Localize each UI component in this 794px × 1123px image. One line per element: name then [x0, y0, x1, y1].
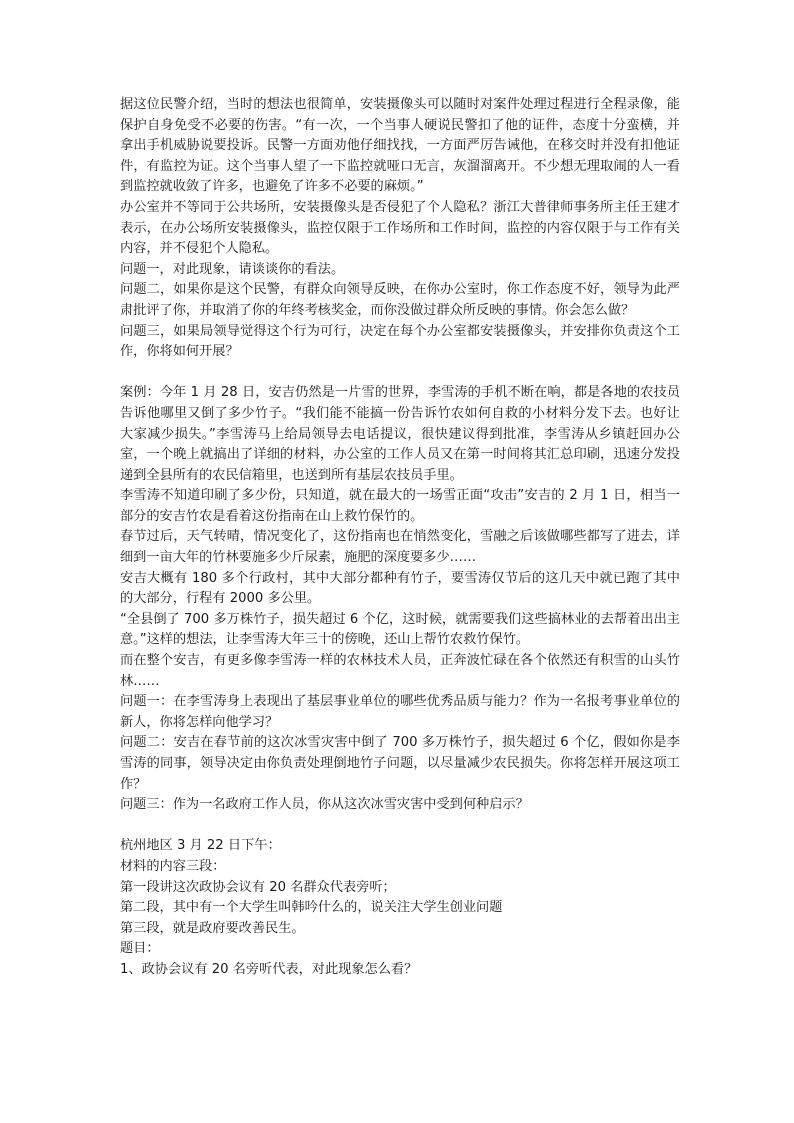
paragraph: 李雪涛不知道印刷了多少份，只知道，就在最大的一场雪正面“攻击”安吉的 2 月 1 日，相当一部分的安吉竹农是看着这份指南在山上救竹保竹的。	[120, 488, 680, 524]
paragraph: 第三段，就是政府要改善民生。	[120, 920, 305, 936]
paragraph: 材料的内容三段：	[120, 858, 226, 874]
section-spacer	[120, 363, 680, 384]
question-1: 问题一：在李雪涛身上表现出了基层事业单位的哪些优秀品质与能力？作为一名报考事业单位的新人，你将怎样向他学习？	[120, 694, 680, 730]
paragraph: 春节过后，天气转晴，情况变化了，这份指南也在悄然变化，雪融之后该做哪些都写了进去，详细到一亩大年的竹林要施多少斤尿素，施肥的深度要多少……	[120, 529, 680, 566]
section-anji-bamboo-case	[120, 383, 680, 815]
section-spacer	[120, 816, 680, 837]
document-page	[120, 95, 680, 981]
paragraph: 而在整个安吉，有更多像李雪涛一样的农林技术人员，正奔波忙碌在各个依然还有积雪的山头竹林……	[120, 653, 680, 689]
paragraph: 第一段讲这次政协会议有 20 名群众代表旁听；	[120, 879, 396, 895]
paragraph: “全县倒了 700 多万株竹子，损失超过 6 个亿，这时候，就需要我们这些搞林业的去帮着出出主意。”这样的想法，让李雪涛大年三十的傍晚，还山上帮竹农救竹保竹。	[120, 611, 680, 648]
paragraph: 据这位民警介绍，当时的想法也很简单，安装摄像头可以随时对案件处理过程进行全程录像，能保护自身免受不必要的伤害。“有一次，一个当事人硬说民警扣了他的证件，态度十分蛮横，并拿出手机威胁说要投诉。民警一方面劝他仔细找找，一方面严厉告诫他，在移交时并没有扣他证件，有监控为证。这个当事人望了一下监控就哑口无言，灰溜溜离开。不少想无理取闹的人一看到监控就收敛了许多，也避免了许多不必要的麻烦。”	[120, 97, 680, 195]
question-1: 1、政协会议有 20 名旁听代表，对此现象怎么看？	[120, 961, 418, 977]
question-1: 问题一，对此现象，请谈谈你的看法。	[120, 261, 345, 277]
questions-label: 题目：	[120, 941, 160, 957]
question-3: 问题三：作为一名政府工作人员，你从这次冰雪灾害中受到何种启示？	[120, 797, 529, 813]
question-3: 问题三，如果局领导觉得这个行为可行，决定在每个办公室都安装摄像头，并安排你负责这个工作，你将如何开展？	[120, 323, 680, 360]
section-hangzhou-exam	[120, 836, 680, 980]
question-2: 问题二，如果你是这个民警，有群众向领导反映，在你办公室时，你工作态度不好，领导为此严肃批评了你，并取消了你的年终考核奖金，而你没做过群众所反映的事情。你会怎么做？	[120, 282, 680, 318]
paragraph: 案例：今年 1 月 28 日，安吉仍然是一片雪的世界，李雪涛的手机不断在响，都是各地的农技员告诉他哪里又倒了多少竹子。“我们能不能搞一份告诉竹农如何自救的小材料分发下去。也好让大家减少损失。”李雪涛马上给局领导去电话提议，很快建议得到批准，李雪涛从乡镇赶回办公室，一个晚上就搞出了详细的材料，办公室的工作人员又在第一时间将其汇总印刷，迅速分发投递到全县所有的农民信箱里，也送到所有基层农技员手里。	[120, 385, 680, 483]
question-2: 问题二：安吉在春节前的这次冰雪灾害中倒了 700 多万株竹子，损失超过 6 个亿，假如你是李雪涛的同事，领导决定由你负责处理倒地竹子问题，以尽量减少农民损失。你将怎样开展这项工作？	[120, 735, 680, 792]
exam-heading: 杭州地区 3 月 22 日下午：	[120, 838, 281, 854]
paragraph: 第二段，其中有一个大学生叫韩吟什么的，说关注大学生创业问题	[120, 900, 503, 916]
paragraph: 办公室并不等同于公共场所，安装摄像头是否侵犯了个人隐私？浙江大普律师事务所主任王建才表示，在办公场所安装摄像头，监控仅限于工作场所和工作时间，监控的内容仅限于与工作有关内容，并不侵犯个人隐私。	[120, 199, 680, 257]
section-police-camera	[120, 95, 680, 363]
paragraph: 安吉大概有 180 多个行政村，其中大部分都种有竹子，要雪涛仅节后的这几天中就已跑了其中的大部分，行程有 2000 多公里。	[120, 570, 680, 607]
